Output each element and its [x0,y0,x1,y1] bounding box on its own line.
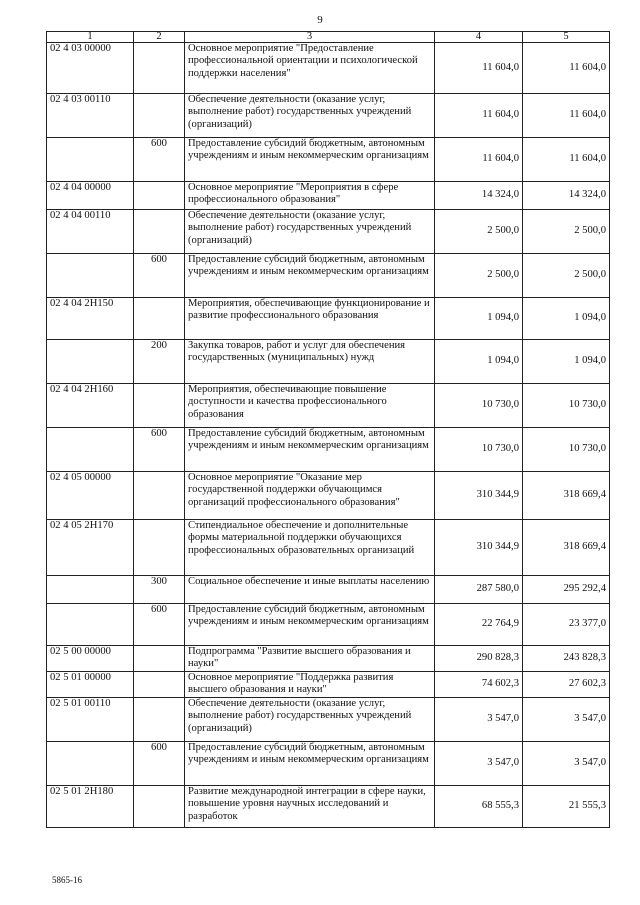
row-value-year1-cell: 2 500,0 [435,210,523,254]
table-row [47,182,610,210]
row-value-year2-cell: 3 547,0 [523,698,610,742]
row-code-cell: 02 4 04 00000 [47,182,134,210]
table-header-row [47,32,610,43]
table-row [47,520,610,576]
row-name-cell: Предоставление субсидий бюджетным, автономным учреждениям и иным некоммерческим организациям [185,254,435,298]
row-name-cell: Предоставление субсидий бюджетным, автономным учреждениям и иным некоммерческим организациям [185,428,435,472]
row-name-cell: Основное мероприятие "Мероприятия в сфере профессионального образования" [185,182,435,210]
row-name-cell: Основное мероприятие "Оказание мер государственной поддержки обучающимся организаций профессионального образования" [185,472,435,520]
row-value-year1-cell: 68 555,3 [435,786,523,828]
table-row [47,646,610,672]
table-row [47,742,610,786]
row-kind-cell [134,182,185,210]
row-kind-cell [134,672,185,698]
row-name-cell: Обеспечение деятельности (оказание услуг, выполнение работ) государственных учреждений (организаций) [185,698,435,742]
header-col-3: 3 [185,32,435,43]
row-value-year2-cell: 21 555,3 [523,786,610,828]
row-value-year2-cell: 14 324,0 [523,182,610,210]
row-code-cell [47,742,134,786]
row-value-year2-cell: 1 094,0 [523,340,610,384]
row-kind-cell: 600 [134,428,185,472]
row-value-year1-cell: 14 324,0 [435,182,523,210]
row-code-cell: 02 4 03 00000 [47,43,134,94]
row-value-year1-cell: 310 344,9 [435,520,523,576]
table-row [47,210,610,254]
row-value-year2-cell: 318 669,4 [523,472,610,520]
row-code-cell [47,254,134,298]
row-value-year2-cell: 243 828,3 [523,646,610,672]
row-value-year1-cell: 287 580,0 [435,576,523,604]
row-code-cell [47,428,134,472]
row-kind-cell [134,298,185,340]
row-kind-cell [134,384,185,428]
row-value-year1-cell: 10 730,0 [435,428,523,472]
row-code-cell [47,138,134,182]
row-value-year1-cell: 1 094,0 [435,298,523,340]
row-code-cell: 02 4 04 2Н160 [47,384,134,428]
row-code-cell [47,340,134,384]
row-code-cell: 02 5 01 00110 [47,698,134,742]
row-name-cell: Основное мероприятие "Предоставление профессиональной ориентации и психологической поддержки населения" [185,43,435,94]
row-name-cell: Предоставление субсидий бюджетным, автономным учреждениям и иным некоммерческим организациям [185,138,435,182]
row-value-year1-cell: 11 604,0 [435,43,523,94]
row-kind-cell [134,646,185,672]
row-name-cell: Предоставление субсидий бюджетным, автономным учреждениям и иным некоммерческим организациям [185,742,435,786]
row-value-year2-cell: 2 500,0 [523,210,610,254]
row-value-year2-cell: 11 604,0 [523,94,610,138]
row-name-cell: Обеспечение деятельности (оказание услуг, выполнение работ) государственных учреждений (организаций) [185,94,435,138]
row-value-year1-cell: 11 604,0 [435,94,523,138]
row-value-year1-cell: 3 547,0 [435,698,523,742]
table-row [47,472,610,520]
row-kind-cell [134,210,185,254]
row-value-year2-cell: 295 292,4 [523,576,610,604]
row-value-year2-cell: 11 604,0 [523,138,610,182]
table-row [47,428,610,472]
table-row [47,576,610,604]
page-number: 9 [317,14,323,26]
table-row [47,298,610,340]
row-kind-cell: 600 [134,604,185,646]
row-kind-cell: 600 [134,742,185,786]
row-value-year2-cell: 318 669,4 [523,520,610,576]
header-col-2: 2 [134,32,185,43]
row-value-year2-cell: 2 500,0 [523,254,610,298]
row-code-cell: 02 4 04 00110 [47,210,134,254]
row-value-year1-cell: 3 547,0 [435,742,523,786]
row-value-year1-cell: 290 828,3 [435,646,523,672]
row-code-cell: 02 5 01 00000 [47,672,134,698]
row-code-cell [47,604,134,646]
table-row [47,254,610,298]
row-value-year1-cell: 10 730,0 [435,384,523,428]
table-row [47,384,610,428]
row-code-cell: 02 4 03 00110 [47,94,134,138]
row-value-year1-cell: 310 344,9 [435,472,523,520]
row-code-cell: 02 4 04 2Н150 [47,298,134,340]
row-kind-cell [134,43,185,94]
row-value-year2-cell: 23 377,0 [523,604,610,646]
row-name-cell: Основное мероприятие "Поддержка развития высшего образования и науки" [185,672,435,698]
row-code-cell [47,576,134,604]
row-kind-cell: 600 [134,254,185,298]
row-kind-cell: 600 [134,138,185,182]
row-kind-cell [134,94,185,138]
row-code-cell: 02 5 01 2Н180 [47,786,134,828]
table-row [47,786,610,828]
row-name-cell: Обеспечение деятельности (оказание услуг, выполнение работ) государственных учреждений (организаций) [185,210,435,254]
row-value-year1-cell: 11 604,0 [435,138,523,182]
document-footer-code: 5865-16 [52,875,82,885]
row-value-year2-cell: 27 602,3 [523,672,610,698]
row-name-cell: Мероприятия, обеспечивающие повышение доступности и качества профессионального образования [185,384,435,428]
row-value-year1-cell: 74 602,3 [435,672,523,698]
row-value-year2-cell: 11 604,0 [523,43,610,94]
table-row [47,94,610,138]
row-kind-cell: 200 [134,340,185,384]
table-row [47,43,610,94]
row-name-cell: Социальное обеспечение и иные выплаты населению [185,576,435,604]
row-kind-cell [134,472,185,520]
table-row [47,138,610,182]
table-row [47,698,610,742]
row-value-year1-cell: 22 764,9 [435,604,523,646]
row-code-cell: 02 4 05 2Н170 [47,520,134,576]
budget-table [46,31,610,828]
header-col-1: 1 [47,32,134,43]
row-value-year1-cell: 2 500,0 [435,254,523,298]
row-value-year2-cell: 1 094,0 [523,298,610,340]
row-value-year1-cell: 1 094,0 [435,340,523,384]
row-name-cell: Предоставление субсидий бюджетным, автономным учреждениям и иным некоммерческим организациям [185,604,435,646]
row-name-cell: Мероприятия, обеспечивающие функционирование и развитие профессионального образования [185,298,435,340]
row-code-cell: 02 5 00 00000 [47,646,134,672]
row-name-cell: Подпрограмма "Развитие высшего образования и науки" [185,646,435,672]
row-name-cell: Стипендиальное обеспечение и дополнительные формы материальной поддержки обучающихся профессиональных образовательных организаций [185,520,435,576]
table-row [47,340,610,384]
table-row [47,672,610,698]
row-value-year2-cell: 3 547,0 [523,742,610,786]
row-name-cell: Развитие международной интеграции в сфере науки, повышение уровня научных исследований и разработок [185,786,435,828]
table-row [47,604,610,646]
row-kind-cell [134,786,185,828]
row-kind-cell [134,698,185,742]
row-kind-cell: 300 [134,576,185,604]
row-value-year2-cell: 10 730,0 [523,428,610,472]
header-col-5: 5 [523,32,610,43]
row-kind-cell [134,520,185,576]
row-value-year2-cell: 10 730,0 [523,384,610,428]
row-name-cell: Закупка товаров, работ и услуг для обеспечения государственных (муниципальных) нужд [185,340,435,384]
header-col-4: 4 [435,32,523,43]
row-code-cell: 02 4 05 00000 [47,472,134,520]
